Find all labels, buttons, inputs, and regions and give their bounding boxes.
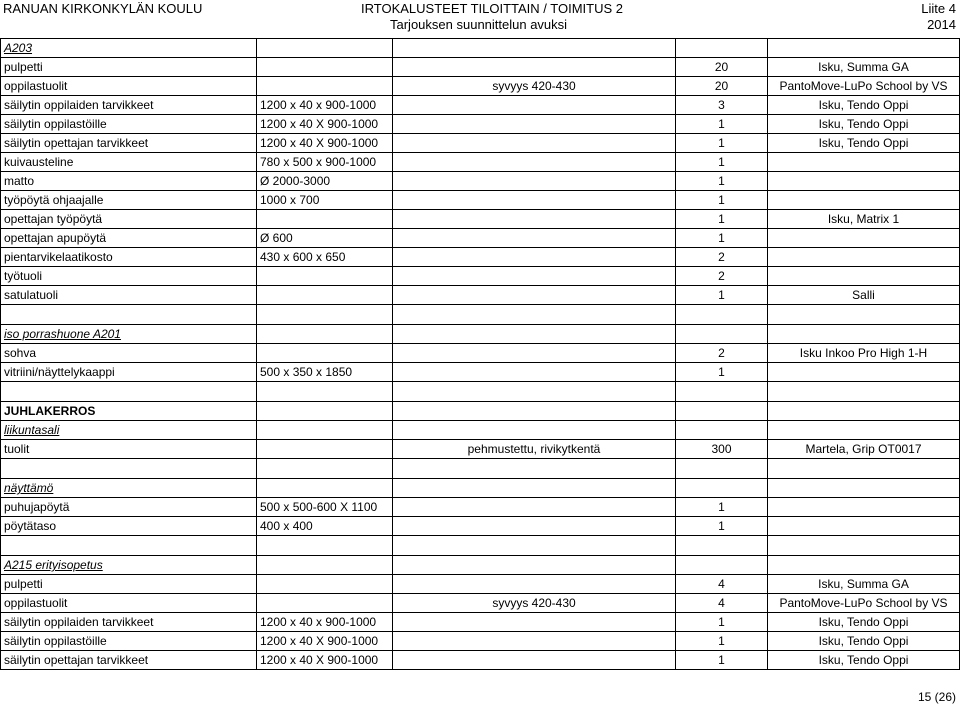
table-row [1,229,960,248]
dimensions-cell [257,58,393,77]
quantity-cell: 2 [676,267,768,286]
item-name-cell: opettajan työpöytä [1,210,257,229]
dimensions-cell: 400 x 400 [257,517,393,536]
notes-cell [393,96,676,115]
dimensions-cell [257,39,393,58]
item-name-cell [1,459,257,479]
model-cell [768,421,960,440]
quantity-cell: 1 [676,498,768,517]
model-cell [768,536,960,556]
notes-cell [393,172,676,191]
quantity-cell [676,39,768,58]
item-name-cell [1,382,257,402]
model-cell: Isku, Tendo Oppi [768,651,960,670]
quantity-cell [676,382,768,402]
model-cell [768,305,960,325]
section-heading-row [1,479,960,498]
item-name-cell: säilytin opettajan tarvikkeet [1,134,257,153]
dimensions-cell: 1200 x 40 X 900-1000 [257,632,393,651]
item-name-cell: vitriini/näyttelykaappi [1,363,257,382]
quantity-cell [676,479,768,498]
quantity-cell [676,556,768,575]
quantity-cell: 1 [676,115,768,134]
notes-cell [393,286,676,305]
notes-cell [393,248,676,267]
blank-row [1,536,960,556]
model-cell: Isku, Tendo Oppi [768,115,960,134]
model-cell [768,325,960,344]
model-cell: Isku, Tendo Oppi [768,96,960,115]
item-name-cell: näyttämö [1,479,257,498]
notes-cell: syvyys 420-430 [393,77,676,96]
notes-cell [393,58,676,77]
quantity-cell [676,459,768,479]
item-name-cell: opettajan apupöytä [1,229,257,248]
quantity-cell: 2 [676,248,768,267]
notes-cell: pehmustettu, rivikytkentä [393,440,676,459]
furniture-table [0,38,960,670]
model-cell [768,459,960,479]
quantity-cell: 4 [676,594,768,613]
table-row [1,267,960,286]
notes-cell [393,363,676,382]
document-subtitle: Tarjouksen suunnittelun avuksi [390,17,568,32]
table-row [1,134,960,153]
item-name-cell: sohva [1,344,257,363]
table-row [1,498,960,517]
notes-cell [393,267,676,286]
notes-cell [393,575,676,594]
model-cell [768,248,960,267]
quantity-cell: 1 [676,517,768,536]
section-heading-row [1,325,960,344]
model-cell [768,402,960,421]
item-name-cell: A203 [1,39,257,58]
item-name-cell: pulpetti [1,575,257,594]
blank-row [1,459,960,479]
item-name-cell: pulpetti [1,58,257,77]
quantity-cell: 1 [676,286,768,305]
dimensions-cell [257,286,393,305]
dimensions-cell: 1200 x 40 x 900-1000 [257,613,393,632]
dimensions-cell: Ø 600 [257,229,393,248]
model-cell [768,479,960,498]
dimensions-cell: 430 x 600 x 650 [257,248,393,267]
table-row [1,286,960,305]
table-row [1,517,960,536]
dimensions-cell [257,536,393,556]
notes-cell [393,421,676,440]
notes-cell [393,153,676,172]
dimensions-cell: 1200 x 40 X 900-1000 [257,651,393,670]
section-heading-row [1,402,960,421]
dimensions-cell: 500 x 500-600 X 1100 [257,498,393,517]
dimensions-cell [257,77,393,96]
notes-cell [393,556,676,575]
blank-row [1,382,960,402]
table-row [1,96,960,115]
table-row [1,248,960,267]
item-name-cell: oppilastuolit [1,594,257,613]
quantity-cell: 20 [676,77,768,96]
notes-cell [393,325,676,344]
quantity-cell: 1 [676,651,768,670]
model-cell [768,229,960,248]
item-name-cell: työpöytä ohjaajalle [1,191,257,210]
item-name-cell: työtuoli [1,267,257,286]
notes-cell [393,134,676,153]
quantity-cell: 1 [676,153,768,172]
attachment-label: Liite 4 [921,1,956,16]
dimensions-cell [257,305,393,325]
notes-cell [393,517,676,536]
item-name-cell: tuolit [1,440,257,459]
quantity-cell: 1 [676,172,768,191]
table-row [1,594,960,613]
quantity-cell [676,402,768,421]
model-cell: Isku, Summa GA [768,58,960,77]
dimensions-cell: 1000 x 700 [257,191,393,210]
quantity-cell: 20 [676,58,768,77]
document-title: IRTOKALUSTEET TILOITTAIN / TOIMITUS 2 [361,1,623,16]
model-cell: Isku, Tendo Oppi [768,632,960,651]
item-name-cell: matto [1,172,257,191]
table-row [1,77,960,96]
model-cell [768,172,960,191]
item-name-cell: oppilastuolit [1,77,257,96]
model-cell: Isku Inkoo Pro High 1-H [768,344,960,363]
dimensions-cell: 780 x 500 x 900-1000 [257,153,393,172]
quantity-cell: 1 [676,632,768,651]
model-cell: Isku, Tendo Oppi [768,613,960,632]
table-row [1,632,960,651]
model-cell: Salli [768,286,960,305]
quantity-cell: 1 [676,613,768,632]
dimensions-cell [257,402,393,421]
table-row [1,172,960,191]
quantity-cell: 1 [676,363,768,382]
notes-cell [393,115,676,134]
item-name-cell: kuivausteline [1,153,257,172]
quantity-cell: 1 [676,210,768,229]
table-row [1,58,960,77]
item-name-cell: iso porrashuone A201 [1,325,257,344]
notes-cell [393,344,676,363]
dimensions-cell [257,344,393,363]
item-name-cell [1,536,257,556]
dimensions-cell: 1200 x 40 X 900-1000 [257,134,393,153]
model-cell [768,267,960,286]
item-name-cell: satulatuoli [1,286,257,305]
notes-cell [393,536,676,556]
section-heading-row [1,421,960,440]
dimensions-cell [257,594,393,613]
table-row [1,440,960,459]
model-cell [768,363,960,382]
quantity-cell: 1 [676,134,768,153]
table-row [1,575,960,594]
model-cell [768,382,960,402]
blank-row [1,305,960,325]
quantity-cell: 1 [676,191,768,210]
item-name-cell: säilytin oppilaiden tarvikkeet [1,96,257,115]
quantity-cell [676,305,768,325]
dimensions-cell [257,382,393,402]
quantity-cell: 3 [676,96,768,115]
dimensions-cell [257,421,393,440]
dimensions-cell [257,556,393,575]
dimensions-cell: 500 x 350 x 1850 [257,363,393,382]
dimensions-cell: 1200 x 40 X 900-1000 [257,115,393,134]
dimensions-cell [257,267,393,286]
table-row [1,210,960,229]
model-cell: PantoMove-LuPo School by VS [768,77,960,96]
table-row [1,344,960,363]
item-name-cell: A215 erityisopetus [1,556,257,575]
model-cell: PantoMove-LuPo School by VS [768,594,960,613]
notes-cell [393,210,676,229]
item-name-cell: säilytin opettajan tarvikkeet [1,651,257,670]
page-header [0,0,960,38]
year-label: 2014 [927,17,956,32]
table-row [1,613,960,632]
notes-cell [393,498,676,517]
dimensions-cell [257,210,393,229]
item-name-cell: säilytin oppilaiden tarvikkeet [1,613,257,632]
quantity-cell: 2 [676,344,768,363]
dimensions-cell [257,440,393,459]
notes-cell [393,305,676,325]
page-number: 15 (26) [917,690,956,704]
dimensions-cell: 1200 x 40 x 900-1000 [257,96,393,115]
notes-cell [393,402,676,421]
model-cell [768,191,960,210]
item-name-cell: pientarvikelaatikosto [1,248,257,267]
table-row [1,651,960,670]
item-name-cell: pöytätaso [1,517,257,536]
table-row [1,115,960,134]
quantity-cell [676,325,768,344]
notes-cell [393,613,676,632]
quantity-cell [676,421,768,440]
item-name-cell: liikuntasali [1,421,257,440]
quantity-cell: 4 [676,575,768,594]
model-cell: Isku, Summa GA [768,575,960,594]
table-row [1,363,960,382]
model-cell [768,517,960,536]
table-row [1,191,960,210]
item-name-cell: puhujapöytä [1,498,257,517]
dimensions-cell: Ø 2000-3000 [257,172,393,191]
table-row [1,153,960,172]
model-cell [768,498,960,517]
section-heading-row [1,556,960,575]
dimensions-cell [257,325,393,344]
item-name-cell: säilytin oppilastöille [1,632,257,651]
notes-cell: syvyys 420-430 [393,594,676,613]
quantity-cell [676,536,768,556]
dimensions-cell [257,479,393,498]
model-cell [768,556,960,575]
notes-cell [393,39,676,58]
quantity-cell: 300 [676,440,768,459]
notes-cell [393,632,676,651]
item-name-cell: JUHLAKERROS [1,402,257,421]
school-name: RANUAN KIRKONKYLÄN KOULU [3,1,203,16]
dimensions-cell [257,459,393,479]
model-cell: Isku, Tendo Oppi [768,134,960,153]
item-name-cell [1,305,257,325]
notes-cell [393,191,676,210]
notes-cell [393,651,676,670]
model-cell [768,153,960,172]
notes-cell [393,382,676,402]
notes-cell [393,229,676,248]
model-cell: Isku, Matrix 1 [768,210,960,229]
model-cell: Martela, Grip OT0017 [768,440,960,459]
model-cell [768,39,960,58]
notes-cell [393,459,676,479]
item-name-cell: säilytin oppilastöille [1,115,257,134]
dimensions-cell [257,575,393,594]
notes-cell [393,479,676,498]
section-heading-row [1,39,960,58]
quantity-cell: 1 [676,229,768,248]
